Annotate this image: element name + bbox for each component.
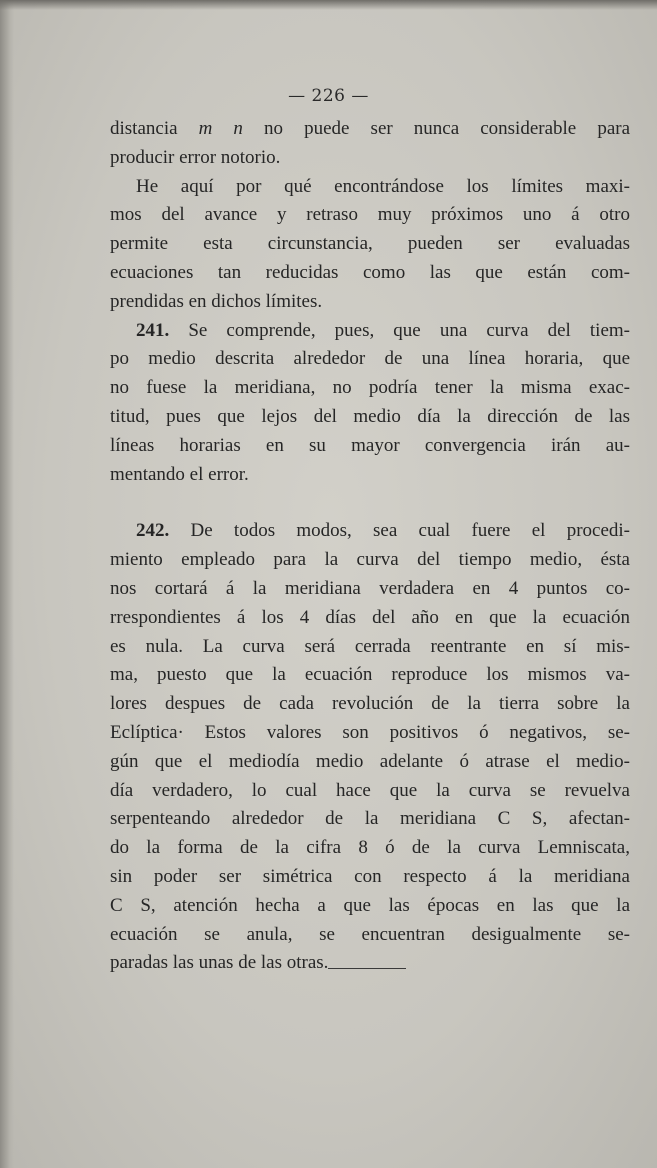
paragraph-gap: [110, 489, 630, 517]
text-line: nos cortará á la meridiana verdadera en 4 puntos co-: [110, 577, 630, 599]
text-line: Eclíptica· Estos valores son positivos ó negativos, se-: [110, 721, 630, 743]
text-line: paradas las unas de las otras.: [110, 952, 329, 974]
text-line: distancia m n no puede ser nunca considerable para: [110, 118, 630, 139]
text-line: miento empleado para la curva del tiempo medio, ésta: [110, 549, 630, 571]
text-line: mentando el error.: [110, 463, 249, 485]
text-line: producir error notorio.: [110, 146, 281, 168]
text-line: no fuese la meridiana, no podría tener la misma exac-: [110, 377, 630, 399]
end-rule: [328, 968, 406, 969]
text-line: mos del avance y retraso muy próximos uno á otro: [110, 204, 630, 226]
text-line: C S, atención hecha a que las épocas en las que la: [110, 894, 630, 916]
text-line: sin poder ser simétrica con respecto á la meridiana: [110, 865, 630, 887]
text-line: 242. De todos modos, sea cual fuere el procedi-: [136, 520, 630, 542]
text-line: serpenteando alrededor de la meridiana C S, afectan-: [110, 808, 630, 830]
text-line: ma, puesto que la ecuación reproduce los mismos va-: [110, 664, 630, 686]
text-line: 241. Se comprende, pues, que una curva del tiem-: [136, 319, 630, 341]
text-line: día verdadero, lo cual hace que la curva se revuelva: [110, 779, 630, 801]
text-line: permite esta circunstancia, pueden ser evaluadas: [110, 233, 630, 255]
page-top-shadow: [0, 0, 657, 10]
text-line: es nula. La curva será cerrada reentrante en sí mis-: [110, 635, 630, 657]
text-line: líneas horarias en su mayor convergencia irán au-: [110, 434, 630, 456]
text-line: ecuaciones tan reducidas como las que están com-: [110, 261, 630, 283]
body-text: [110, 115, 630, 978]
text-line: He aquí por qué encontrándose los límites maxi-: [136, 175, 630, 197]
page-edge-shadow: [0, 0, 14, 1168]
text-line: gún que el mediodía medio adelante ó atrase el medio-: [110, 750, 630, 772]
text-line: titud, pues que lejos del medio día la dirección de las: [110, 405, 630, 427]
text-line: do la forma de la cifra 8 ó de la curva Lemniscata,: [110, 837, 630, 859]
text-line: po medio descrita alrededor de una línea horaria, que: [110, 348, 630, 370]
text-line: prendidas en dichos límites.: [110, 290, 323, 312]
page-number: — 226 —: [288, 86, 369, 106]
text-line: ecuación se anula, se encuentran desigualmente se-: [110, 923, 630, 945]
section-number: 241.: [136, 319, 170, 341]
section-number: 242.: [136, 520, 170, 542]
text-line: rrespondientes á los 4 días del año en que la ecuación: [110, 606, 630, 628]
text-line: lores despues de cada revolución de la tierra sobre la: [110, 693, 630, 715]
